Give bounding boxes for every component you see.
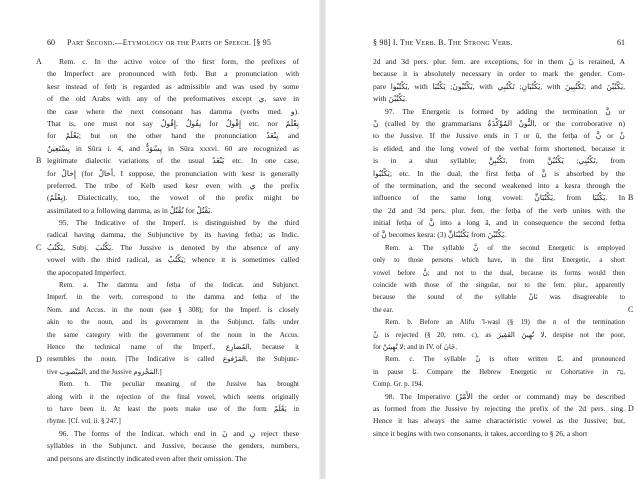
text-line: the Imperfect are pronounced with fetḥ. But a pronunciation with bbox=[47, 69, 299, 79]
text-line: assimilated to a following damma, as in نُقْتُلُ for يَقْتُلُ. bbox=[47, 205, 213, 215]
text-line: is in a shut syllable; تَكْتُبِنَّ, from تَكْتُبِي; يَكْتُبُنَّ, from bbox=[373, 156, 625, 166]
text-line: the 2d and 3d pers. plur. fem. the fetḥa of the verb unites with the bbox=[373, 205, 625, 215]
margin-letter: A bbox=[36, 57, 42, 66]
text-line: pare يَكْتُبُوا, with يَكْتُبُونَ; يَكْتُبَا, with يَكْتُبَانِ; تَكْتُبِي, with تَكْتُبِينَ; and يَكْتُبْنَ, bbox=[373, 81, 625, 91]
text-line: يِسْتَعِينُ in Sûra i. 4, and يِسْوَدُّ in Sûra xxxvi. 60 are recognized as bbox=[47, 143, 299, 153]
text-line: to have been it. At least the poets make use of the form يَعْلَمْ in bbox=[47, 404, 299, 413]
text-line: of نَّ becomes kesra: يَكْتُبْنَانِّ (3) from يَكْتُبْنَ. bbox=[373, 230, 507, 240]
text-line: because it is absolutely necessary in order to mark the gender. Com- bbox=[373, 69, 625, 79]
text-line: يَكْتُبُ, Subj. يَكْتُبَ. The Jussive is denoted by the absence of any bbox=[47, 242, 299, 252]
margin-letter: D bbox=[628, 404, 634, 414]
text-line: نْ is rejected (§ 20, rem. c), as لا تُهِينَ الفَقِيرَ, despise not the poor, bbox=[373, 330, 625, 339]
text-line: That is, one must not say نِقُولُ ,إِقُولُ for إِقْولُ etc. nor يِعْلَمُ bbox=[47, 118, 299, 128]
text-line: Rem. a. The syllable نَّ of the second Energetic is employed bbox=[385, 243, 625, 252]
text-line: is elided, and the long vowel of the verbal form shortened, because it bbox=[373, 143, 625, 153]
text-line: influence of the same long vowel: يَكْتُبَانِّ, from يَكْتُبَا. In bbox=[373, 193, 625, 203]
right-page bbox=[326, 0, 638, 479]
text-line: in pause نَا. Compare the Hebrew Energetic or Cohortative in נָה, bbox=[373, 367, 625, 376]
text-line: tive المَنْصوب, and the Jussive المَجْزوم.] bbox=[47, 367, 162, 376]
text-line: of the termination, and the second weakened into a kesra through the bbox=[373, 180, 625, 190]
text-line: for يَعْلَمُ; but on the other hand the pronunciation يِنْعَدُ and bbox=[47, 131, 299, 141]
text-line: along with it the rejection of the final vowel, which seems originally bbox=[47, 392, 299, 401]
left-running-head bbox=[47, 37, 271, 49]
text-line: 98. The Imperative (الأَمْرُ the order or command) may be described bbox=[385, 391, 625, 401]
text-line: Rem. b. Before an Alifu 'l-waṣl (§ 19) the n of the termination bbox=[385, 318, 625, 327]
text-line: because the sound of the syllable نَانْ was disagreeable to bbox=[373, 293, 625, 302]
text-line: radical having damma, the Subjunctive by its having fetḥa; as Indic. bbox=[47, 230, 299, 240]
text-line: the case where the next consonant has damma (verbs med. و). bbox=[47, 106, 299, 116]
text-line: Rem. c. In the active voice of the first form, the prefixes of bbox=[59, 57, 299, 66]
text-line: (يِعْلَمُ). Dialectically, too, the vowel of the prefix might be bbox=[47, 193, 299, 203]
text-line: Rem. b. The peculiar meaning of the Jussive has brought bbox=[59, 380, 299, 389]
margin-letter: C bbox=[36, 243, 42, 252]
text-line: Rem. c. The syllable نْ is often written نًا, and pronounced bbox=[385, 355, 625, 364]
text-line: 95. The Indicative of the Imperf. is distinguished by the third bbox=[59, 218, 299, 228]
left-page-number: 60 bbox=[47, 38, 55, 47]
text-line: vowel before نَّ; and not to the dual, because its forms would then bbox=[373, 268, 625, 277]
text-line: vowel with the third radical, as يَكْتُبْ; whence it is sometimes called bbox=[47, 255, 299, 265]
right-page-number: 61 bbox=[617, 38, 625, 47]
text-line: only to those persons which have, in the first Energetic, a short bbox=[373, 256, 625, 265]
text-line: preferred. The tribe of Kelb used kesr even with ي the prefix bbox=[47, 180, 299, 190]
text-line: Hence the technical name of the Imperf., المُضارِع, because it bbox=[47, 342, 299, 351]
text-line: 2d and 3d pers. plur. fem. are exceptions, for in them نَ is retained, A bbox=[373, 57, 625, 66]
text-line: initial fetḥa of نَّ into a long â, and in consequence the second fetḥa bbox=[373, 218, 625, 228]
text-line: Hence it has always the same characteristic vowel as the Jussive; but, bbox=[373, 416, 625, 426]
text-line: and persons are distinctly indicated even after their omission. The bbox=[47, 453, 247, 463]
text-line: Imperf. in the verb, correspond to the damma and fetḥa of the bbox=[47, 293, 299, 302]
right-running-head bbox=[373, 37, 625, 49]
text-line: for لا تُهِينَنْ; and in IV. of خَانَ. bbox=[373, 342, 458, 351]
left-body-text bbox=[47, 56, 299, 465]
text-line: syllables in the Subjunct. and Jussive, because the genders, numbers, bbox=[47, 441, 299, 451]
text-line: Nom. and Accus. in the noun (see § 308); for the Imperf. is closely bbox=[47, 305, 299, 314]
text-line: يَكْتُبُوا; etc. In the dual, the first fetḥa of نَّ is absorbed by the bbox=[373, 168, 625, 178]
text-line: the apocopated Imperfect. bbox=[47, 267, 127, 277]
text-line: resembles the noun. [The Indicative is called المَرْفوع, the Subjunc- bbox=[47, 355, 299, 364]
left-running-title: Part Second.—Etymology or the Parts of Speech. [§ 95 bbox=[67, 38, 272, 47]
book-gutter bbox=[319, 0, 326, 479]
text-line: 97. The Energetic is formed by adding the termination نَّ or bbox=[385, 106, 625, 116]
text-line: of the old Arabs with any of the preformatives except ي, save in bbox=[47, 94, 299, 104]
text-line: with يَكْتُبْنَ. bbox=[373, 94, 407, 104]
margin-letter: B bbox=[628, 193, 634, 203]
text-line: for إِخالُ (for أَخالُ, I suppose, the pronunciation with kesr is generally bbox=[47, 168, 299, 178]
margin-letter: C bbox=[628, 305, 634, 314]
text-line: Comp. Gr. p. 194. bbox=[373, 380, 424, 389]
text-line: since it begins with two consonants, it takes, according to § 26, a short bbox=[373, 428, 588, 438]
text-line: akin to the noun, and its government in the Subjunct. falls under bbox=[47, 318, 299, 327]
right-running-title: § 98] I. The Verb. B. The Strong Verb. bbox=[373, 38, 513, 47]
text-line: the same category with the government of the noun in the Accus. bbox=[47, 330, 299, 339]
text-line: 96. The forms of the Indicat. which end in نَ and نِ reject these bbox=[59, 428, 299, 438]
text-line: legitimate dialectic variations of the usual يَنْعَدُ etc. In one case, bbox=[47, 156, 299, 166]
text-line: as formed from the Jussive by rejecting the prefix of the 2d pers. sing. bbox=[373, 403, 625, 413]
text-line: to the Jussive. If the Jussive ends in î or û, the fetḥa of نَّ or نْ bbox=[373, 131, 625, 141]
text-line: Rem. a. The damma and fetḥa of the Indicat. and Subjunct. bbox=[59, 281, 299, 290]
margin-letter: B bbox=[36, 156, 42, 166]
margin-letter: D bbox=[36, 354, 42, 364]
text-line: kesr instead of fetḥ is regarded as admissible and was used by some bbox=[47, 81, 299, 91]
text-line: rhyme. [Cf. vol. ii. § 247.] bbox=[47, 417, 121, 426]
text-line: the ear. bbox=[373, 305, 394, 314]
right-body-text bbox=[373, 56, 625, 440]
text-line: نْ (called by the grammarians النُّونُ المُؤَكِّدَةُ, or the corroborative n) bbox=[373, 118, 625, 128]
text-line: coincide with those of the singular, nor to the fem. plur., apparently bbox=[373, 281, 625, 290]
